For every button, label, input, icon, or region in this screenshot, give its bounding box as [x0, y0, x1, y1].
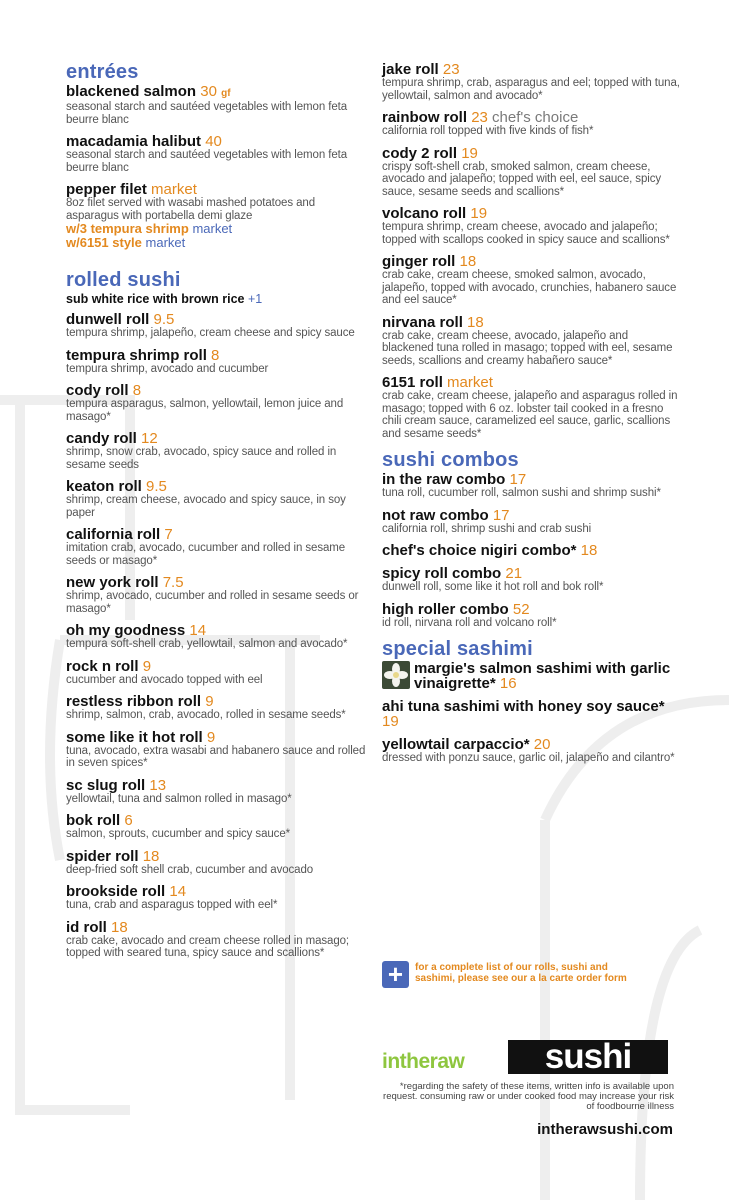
- item-price: 7: [164, 526, 173, 543]
- item-description: deep-fried soft shell crab, cucumber and avocado: [66, 863, 314, 876]
- menu-item: [66, 134, 366, 174]
- menu-item: [382, 661, 682, 691]
- item-name: california roll: [66, 526, 161, 543]
- substitution-note: sub white rice with brown rice +1: [66, 292, 263, 306]
- item-description: crab cake, cream cheese, smoked salmon, avocado, jalapeño, topped with avocado, crunchies, habanero sauce and eel sauce*: [382, 269, 677, 306]
- menu-item: [66, 383, 366, 423]
- menu-item: [382, 699, 682, 729]
- item-description: crispy soft-shell crab, smoked salmon, cream cheese, avocado and jalapeño; topped with eel, eel sauce, spicy sauce, sesame seeds and scallions*: [382, 160, 662, 198]
- item-name: nirvana roll: [382, 313, 463, 331]
- item-name: rock n roll: [66, 657, 139, 675]
- item-description: crab cake, cream cheese, avocado, jalapeño and blackened tuna rolled in masago; topped with eel, sesame seeds, scallions and creamy habañero sauce*: [382, 329, 673, 367]
- menu-item: [66, 778, 366, 806]
- menu-item: [382, 566, 682, 594]
- item-description: id roll, nirvana roll and volcano roll*: [382, 616, 557, 629]
- section-title-entrees: entrées: [66, 61, 139, 83]
- item-price: 52: [512, 600, 530, 618]
- menu-item: [66, 312, 366, 340]
- menu-item: [382, 206, 682, 246]
- rolled-sushi-list-continued: [382, 62, 682, 440]
- item-name: macadamia halibut: [66, 133, 202, 150]
- menu-item: [382, 737, 682, 765]
- item-name: yellowtail carpaccio*: [382, 736, 530, 753]
- item-name: ahi tuna sashimi with honey soy sauce*: [382, 698, 665, 715]
- item-description: tuna, crab and asparagus topped with eel*: [66, 899, 278, 911]
- item-description: shrimp, salmon, crab, avocado, rolled in sesame seeds*: [66, 709, 346, 721]
- add-on-option: w/6151 style market: [66, 235, 186, 250]
- item-name: cody 2 roll: [382, 144, 458, 162]
- sushi-combos-list: [382, 472, 682, 629]
- right-column: [382, 62, 682, 773]
- add-on-option: w/3 tempura shrimp market: [66, 221, 233, 236]
- item-price: 9: [205, 693, 214, 710]
- item-description: dunwell roll, some like it hot roll and bok roll*: [382, 581, 604, 593]
- item-price: 9.5: [146, 478, 167, 495]
- item-description: shrimp, snow crab, avocado, spicy sauce and rolled in sesame seeds: [66, 446, 337, 471]
- item-name: blackened salmon: [66, 83, 197, 100]
- item-name: chef's choice nigiri combo*: [382, 542, 577, 559]
- item-price: 9: [206, 728, 216, 746]
- item-price: 18: [111, 918, 128, 936]
- item-price: 14: [169, 883, 187, 900]
- item-name: some like it hot roll: [66, 728, 203, 746]
- left-column: [66, 62, 366, 968]
- item-name: in the raw combo: [382, 471, 506, 488]
- item-name: bok roll: [66, 812, 121, 829]
- item-name: dunwell roll: [66, 311, 150, 328]
- item-price: 40: [205, 133, 222, 150]
- menu-item: [66, 694, 366, 722]
- item-description: tempura shrimp, avocado and cucumber: [66, 362, 269, 375]
- item-price: 8: [132, 382, 142, 399]
- menu-item: [66, 479, 366, 519]
- item-price: market: [151, 181, 197, 198]
- item-description: tempura shrimp, cream cheese, avocado and jalapeño; topped with scallops cooked in spicy sauce and scallions*: [382, 221, 670, 246]
- disclaimer: *regarding the safety of these items, written info is available upon request. consuming raw or under cooked food may increase your risk of foodbourne illness: [383, 1081, 674, 1112]
- item-description: seasonal starch and sautéed vegetables with lemon feta beurre blanc: [66, 101, 348, 126]
- section-title-special-sashimi: special sashimi: [382, 638, 533, 660]
- item-price: 19: [382, 713, 399, 730]
- item-description: tempura asparagus, salmon, yellowtail, lemon juice and masago*: [66, 398, 344, 423]
- item-description: tempura shrimp, crab, asparagus and eel; topped with tuna, yellowtail, salmon and avocado*: [382, 77, 680, 102]
- item-price: 21: [505, 565, 523, 582]
- item-description: shrimp, cream cheese, avocado and spicy sauce, in soy paper: [66, 494, 346, 519]
- item-name: restless ribbon roll: [66, 693, 202, 710]
- menu-item: [66, 849, 366, 877]
- a-la-carte-note: for a complete list of our rolls, sushi and sashimi, please see our a la carte order form: [415, 962, 627, 984]
- item-price: 18: [467, 313, 484, 331]
- item-name: id roll: [66, 918, 107, 936]
- item-price: 30: [200, 83, 217, 100]
- item-description: shrimp, avocado, cucumber and rolled in sesame seeds or masago*: [66, 590, 359, 615]
- item-price: 12: [141, 430, 158, 447]
- item-description: tempura shrimp, jalapeño, cream cheese and spicy sauce: [66, 327, 355, 339]
- item-name: 6151 roll: [382, 374, 443, 391]
- menu-item: [382, 315, 682, 368]
- logo-text-intheraw: intheraw: [382, 1050, 465, 1073]
- menu-item: [382, 146, 682, 199]
- item-description: crab cake, cream cheese, jalapeño and asparagus rolled in masago; topped with 6 oz. lobster tail cooked in a fresno chili cream sauce, caramelized eel sauce, garlic, scallions and sesame seeds*: [382, 390, 678, 440]
- item-price: 17: [509, 471, 527, 488]
- item-description: yellowtail, tuna and salmon rolled in masago*: [66, 792, 292, 805]
- item-description: tuna, avocado, extra wasabi and habanero sauce and rolled in seven spices*: [66, 744, 366, 769]
- item-description: california roll topped with five kinds of fish*: [382, 125, 594, 137]
- item-price: 19: [470, 205, 488, 222]
- item-price: 19: [461, 144, 478, 162]
- item-name: tempura shrimp roll: [66, 346, 207, 364]
- item-name: not raw combo: [382, 506, 489, 524]
- item-description: 8oz filet served with wasabi mashed potatoes and asparagus with portabella demi glaze: [66, 197, 315, 222]
- section-title-sushi-combos: sushi combos: [382, 449, 519, 471]
- item-name: keaton roll: [66, 478, 142, 495]
- item-price: 8: [211, 346, 220, 364]
- item-name: sc slug roll: [66, 776, 146, 794]
- item-description: dressed with ponzu sauce, garlic oil, jalapeño and cilantro*: [382, 752, 675, 764]
- item-price: 16: [499, 675, 517, 692]
- item-name: brookside roll: [66, 883, 166, 900]
- item-description: california roll, shrimp sushi and crab sushi: [382, 522, 592, 535]
- menu-item: [382, 254, 682, 307]
- item-name: candy roll: [66, 430, 137, 447]
- menu-item: [66, 431, 366, 471]
- item-name: jake roll: [382, 61, 439, 78]
- item-price: 17: [492, 506, 510, 524]
- menu-item: [66, 182, 366, 250]
- item-note: chef's choice: [492, 109, 579, 126]
- menu-item: [66, 623, 366, 651]
- item-price: 18: [580, 542, 598, 559]
- menu-item: [382, 508, 682, 536]
- menu-item: [66, 730, 366, 770]
- menu-item: [66, 348, 366, 376]
- item-price: 20: [533, 736, 551, 753]
- item-price: 23: [471, 109, 488, 126]
- menu-item: [66, 575, 366, 615]
- website-url: intherawsushi.com: [537, 1121, 673, 1138]
- rolled-sushi-list: [66, 312, 366, 960]
- item-price: 9.5: [153, 311, 175, 328]
- menu-item: [382, 375, 682, 440]
- item-description: tempura soft-shell crab, yellowtail, salmon and avocado*: [66, 638, 348, 650]
- item-price: 7.5: [162, 574, 184, 591]
- flower-icon: [382, 661, 410, 689]
- item-name: pepper filet: [66, 181, 147, 198]
- item-name: spider roll: [66, 847, 139, 865]
- item-description: seasonal starch and sautéed vegetables with lemon feta beurre blanc: [66, 149, 348, 174]
- menu-item: [66, 84, 366, 126]
- menu-item: [382, 602, 682, 630]
- gluten-free-tag: gf: [221, 88, 231, 99]
- item-description: crab cake, avocado and cream cheese rolled in masago; topped with seared tuna, spicy sauce and scallions*: [66, 934, 350, 959]
- item-description: salmon, sprouts, cucumber and spicy sauce*: [66, 828, 290, 840]
- menu-item: [66, 920, 366, 960]
- plus-icon: +: [382, 961, 409, 988]
- item-name: ginger roll: [382, 253, 456, 270]
- item-price: 14: [189, 622, 207, 639]
- logo-text-sushi: sushi: [508, 1040, 668, 1074]
- menu-item: [382, 472, 682, 500]
- menu-item: [382, 543, 682, 558]
- item-price: 18: [459, 253, 477, 270]
- item-name: volcano roll: [382, 205, 467, 222]
- item-price: 23: [442, 61, 460, 78]
- item-name: cody roll: [66, 382, 129, 399]
- item-name: high roller combo: [382, 600, 509, 618]
- menu-item: [66, 813, 366, 841]
- item-name: spicy roll combo: [382, 565, 502, 582]
- item-price: 13: [149, 776, 167, 794]
- item-price: 18: [142, 847, 160, 865]
- menu-item: [66, 527, 366, 567]
- item-name: new york roll: [66, 574, 159, 591]
- item-description: tuna roll, cucumber roll, salmon sushi and shrimp sushi*: [382, 487, 661, 499]
- item-description: cucumber and avocado topped with eel: [66, 673, 263, 686]
- item-name: oh my goodness: [66, 622, 186, 639]
- menu-item: [66, 659, 366, 687]
- logo: [382, 1037, 672, 1076]
- item-price: market: [447, 374, 493, 391]
- section-title-rolled-sushi: rolled sushi: [66, 269, 181, 291]
- menu-item: [66, 884, 366, 912]
- item-name: rainbow roll: [382, 109, 468, 126]
- item-price: 9: [142, 657, 152, 675]
- item-description: imitation crab, avocado, cucumber and rolled in sesame seeds or masago*: [66, 542, 346, 567]
- menu-item: [382, 62, 682, 102]
- item-name: margie's salmon sashimi with garlic vinaigrette*: [414, 660, 671, 692]
- item-price: 6: [124, 812, 133, 829]
- menu-item: [382, 110, 682, 138]
